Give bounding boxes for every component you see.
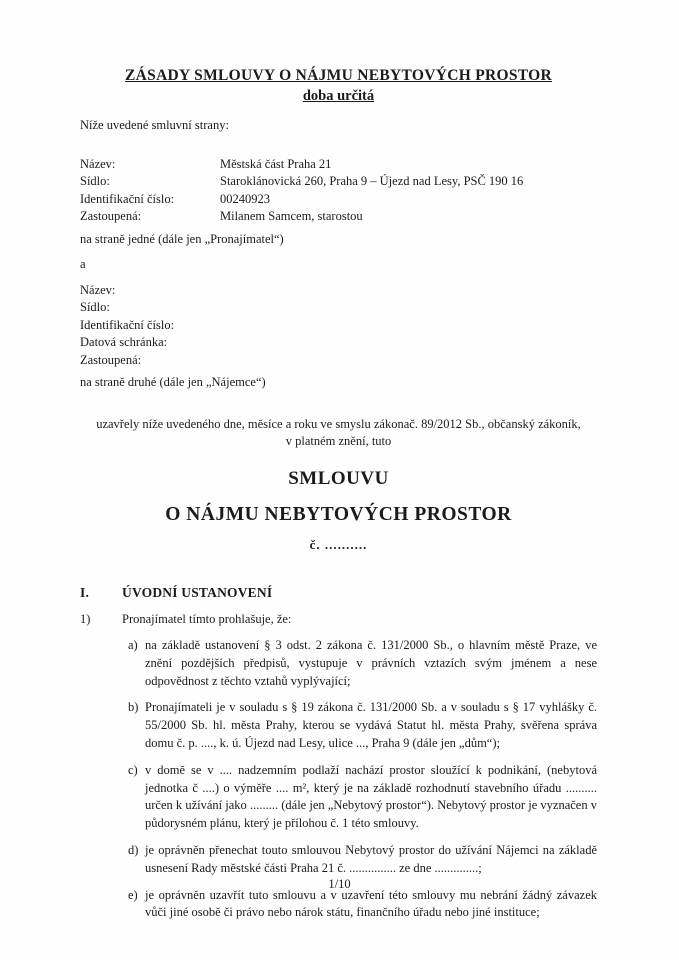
preamble: uzavřely níže uvedeného dne, měsíce a roku ve smyslu zákonač. 89/2012 Sb., občanský zákoník, v platném znění, tuto xyxy=(96,416,581,448)
page-number: 1/10 xyxy=(328,877,351,891)
field-label: Zastoupená: xyxy=(80,352,142,367)
contract-heading-line2: O NÁJMU NEBYTOVÝCH PROSTOR xyxy=(165,503,512,525)
party2-field-row xyxy=(80,282,597,300)
party1-field-row xyxy=(80,173,597,191)
field-value xyxy=(220,299,597,317)
party2-fields xyxy=(80,282,597,370)
party1-field-row xyxy=(80,156,597,174)
field-label: Název: xyxy=(80,156,116,171)
subitem-text: je oprávněn uzavřít tuto smlouvu a v uzavření této smlouvy mu nebrání žádný závazek vůči jiné osobě či právo nebo nárok státu, finančního úřadu nebo jiné instituce; xyxy=(145,887,597,920)
field-value: 00240923 xyxy=(220,191,270,206)
conjunction: a xyxy=(80,257,86,271)
document-title: ZÁSADY SMLOUVY O NÁJMU NEBYTOVÝCH PROSTOR xyxy=(125,67,552,84)
party1-role-line: na straně jedné (dále jen „Pronajímatel“) xyxy=(80,231,284,246)
contract-heading-line1: SMLOUVU xyxy=(288,467,389,489)
field-value: Milanem Samcem, starostou xyxy=(220,209,363,223)
field-label: Identifikační číslo: xyxy=(80,191,175,206)
subitem-marker: c) xyxy=(128,762,138,777)
numbered-item xyxy=(80,611,597,629)
lettered-subitem xyxy=(128,699,597,752)
contract-number: č. .......... xyxy=(309,536,368,552)
party1-field-row xyxy=(80,191,597,209)
item-text: Pronajímatel tímto prohlašuje, že: xyxy=(122,611,292,626)
field-value: Staroklánovická 260, Praha 9 – Újezd nad Lesy, PSČ 190 16 xyxy=(220,174,524,188)
section-heading-row xyxy=(80,584,597,602)
subitem-marker: e) xyxy=(128,887,138,902)
party1-fields xyxy=(80,156,597,226)
party2-role-line: na straně druhé (dále jen „Nájemce“) xyxy=(80,375,266,389)
field-label: Název: xyxy=(80,282,116,297)
field-label: Sídlo: xyxy=(80,174,110,188)
field-label: Zastoupená: xyxy=(80,209,142,223)
party2-field-row xyxy=(80,352,597,370)
section-number: I. xyxy=(80,584,90,600)
subitem-marker: b) xyxy=(128,700,139,715)
party2-field-row xyxy=(80,299,597,317)
subitem-text: na základě ustanovení § 3 odst. 2 zákona č. 131/2000 Sb., o hlavním městě Praze, ve znění pozdějších předpisů, vystupuje v právních vztazích svým jménem a nese odpovědnost z těchto vztahů vyplývající; xyxy=(145,638,597,688)
party1-field-row xyxy=(80,208,597,226)
item-number: 1) xyxy=(80,611,91,626)
lettered-subitem xyxy=(128,762,597,833)
section-heading: ÚVODNÍ USTANOVENÍ xyxy=(122,584,273,600)
subitem-text: Pronajímateli je v souladu s § 19 zákona č. 131/2000 Sb. a v souladu s § 17 vyhlášky č. 55/2000 Sb. hl. města Prahy, kterou se vydává Statut hl. města Prahy, svěřena správa domu č. p. ...., k. ú. Újezd nad Lesy, ulice ..., Praha 9 (dále jen „dům“); xyxy=(145,700,597,750)
field-label: Identifikační číslo: xyxy=(80,317,175,332)
lettered-subitem xyxy=(128,842,597,878)
party2-field-row xyxy=(80,334,597,352)
subitem-marker: d) xyxy=(128,842,139,857)
subitem-text: je oprávněn přenechat touto smlouvou Nebytový prostor do užívání Nájemci na základě usnesení Rady městské části Praha 21 č. ............... ze dne ..............; xyxy=(145,842,597,875)
subitem-text: v domě se v .... nadzemním podlaží nachází prostor sloužící k podnikání, (nebytová jednotka č ....) o výměře .... m², který je na základě rozhodnutí stavebního úřadu .......... určen k užívání jako ......... (dále jen „Nebytový prostor“). Nebytový prostor je vyznačen v půdorysném plánu, který je přílohou č. 1 této smlouvy. xyxy=(145,762,597,831)
party2-field-row xyxy=(80,317,597,335)
subitem-marker: a) xyxy=(128,638,138,652)
field-value xyxy=(220,317,597,335)
field-value xyxy=(220,334,597,352)
document-subtitle: doba určitá xyxy=(302,88,375,104)
intro-line: Níže uvedené smluvní strany: xyxy=(80,118,229,132)
field-value xyxy=(220,282,597,300)
lettered-subitem xyxy=(128,637,597,690)
field-label: Datová schránka: xyxy=(80,335,168,349)
field-value: Městská část Praha 21 xyxy=(220,156,332,171)
field-label: Sídlo: xyxy=(80,300,110,314)
field-value xyxy=(220,352,597,370)
